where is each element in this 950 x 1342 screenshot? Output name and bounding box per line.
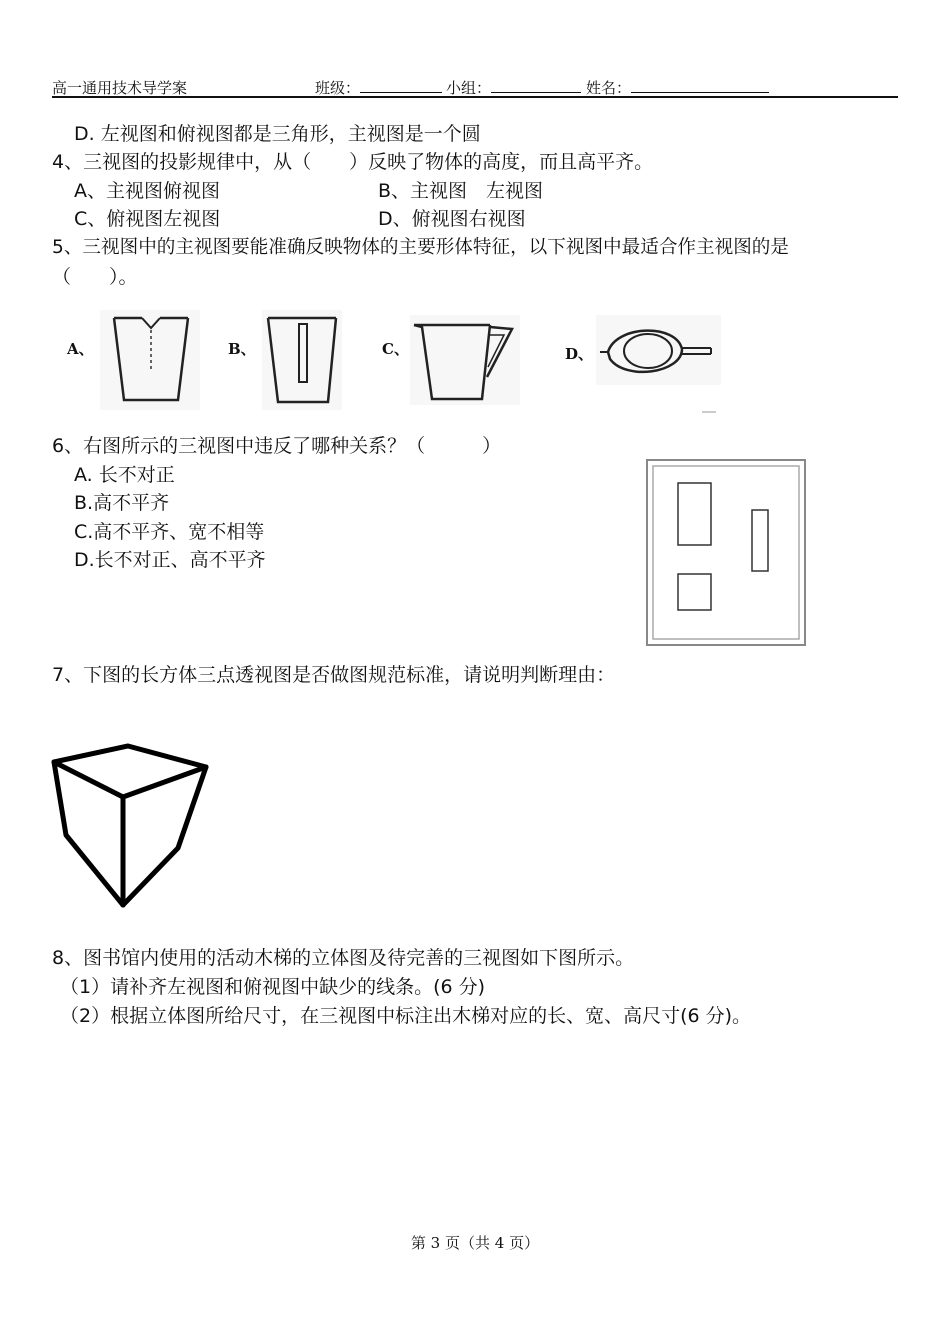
name-label: 姓名： [586,79,632,97]
q5-label-a: A、 [67,340,94,358]
class-blank[interactable] [360,78,442,93]
course-title: 高一通用技术导学案 [52,79,188,97]
question-5: 5、三视图中的主视图要能准确反映物体的主要形体特征，以下视图中最适合作主视图的是 [52,237,789,258]
q8-part-2: （2）根据立体图所给尺寸，在三视图中标注出木梯对应的长、宽、高尺寸(6 分)。 [60,1005,752,1027]
q6-option-c: C.高不平齐、宽不相等 [74,521,265,543]
group-label: 小组： [446,79,492,97]
q4-option-c: C、俯视图左视图 [74,208,221,230]
class-field [315,77,442,98]
cup-top-view-d [596,315,721,420]
question-7: 7、下图的长方体三点透视图是否做图规范标准，请说明判断理由： [52,664,616,686]
question-8: 8、图书馆内使用的活动木梯的立体图及待完善的三视图如下图所示。 [52,947,635,969]
question-5-blank: （ ）。 [52,266,138,288]
q5-label-b: B、 [228,340,256,358]
q6-option-b: B.高不平齐 [74,492,170,514]
q8-part-1: （1）请补齐左视图和俯视图中缺少的线条。(6 分) [60,976,486,998]
group-field [446,77,581,98]
header-rule [52,96,898,98]
three-view-figure [646,459,806,646]
cup-front-view-a [100,310,200,410]
question-4: 4、三视图的投影规律中，从（ ）反映了物体的高度，而且高平齐。 [52,151,654,173]
q4-option-d: D、俯视图右视图 [378,208,526,230]
q6-option-d: D.长不对正、高不平齐 [74,549,266,571]
name-blank[interactable] [631,78,769,93]
q4-option-b: B、主视图 左视图 [378,180,544,202]
page-footer: 第 3 页（共 4 页） [410,1234,540,1252]
name-field [586,77,769,98]
q6-option-a: A. 长不对正 [74,464,175,486]
question-6: 6、右图所示的三视图中违反了哪种关系？（ ） [52,435,502,457]
cup-front-view-c [410,315,520,405]
class-label: 班级： [315,79,361,97]
q4-option-a: A、主视图俯视图 [74,180,220,202]
group-blank[interactable] [491,78,581,93]
q3-option-d: D. 左视图和俯视图都是三角形，主视图是一个圆 [74,123,481,145]
perspective-cuboid-figure [48,740,216,912]
cup-front-view-b [262,310,342,410]
q5-label-d: D、 [565,345,594,363]
q5-label-c: C、 [382,340,409,358]
